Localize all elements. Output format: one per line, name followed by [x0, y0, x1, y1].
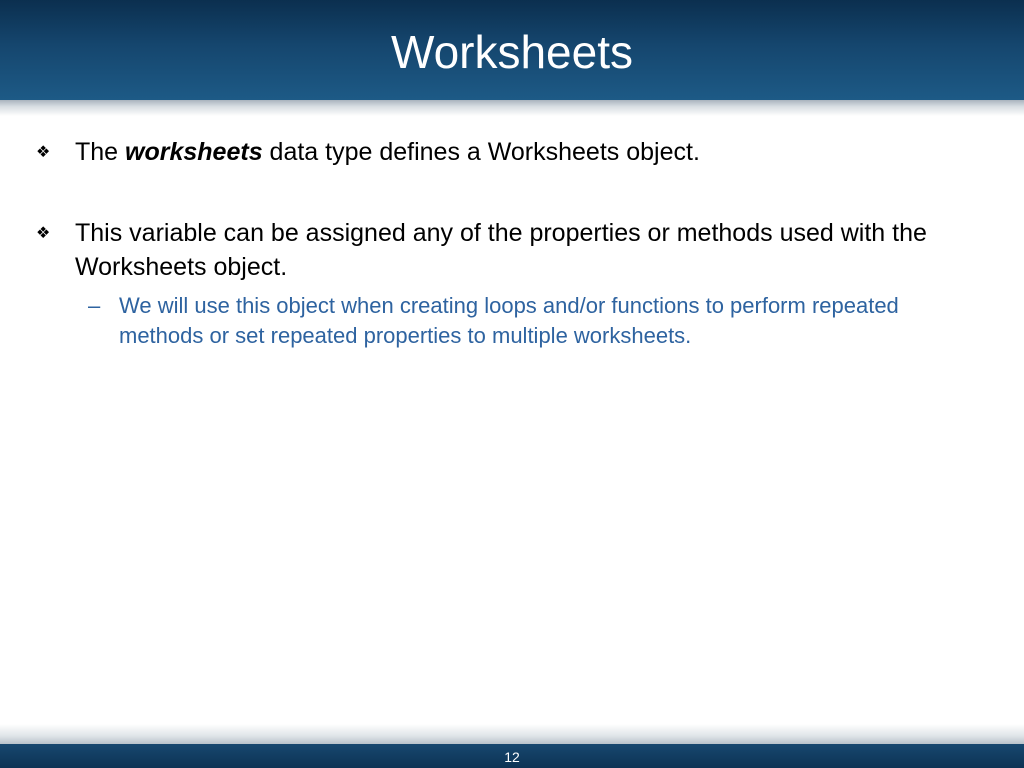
diamond-bullet-icon: ❖ [36, 144, 51, 161]
bullet-text-1-emphasis: worksheets [125, 138, 263, 166]
footer-shadow [0, 724, 1024, 744]
bullet-text-1-after: data type defines a Worksheets object. [262, 138, 700, 166]
bullet-text-1-before: The [75, 138, 126, 166]
slide-number: 12 [504, 749, 520, 765]
sub-bullet-text-1: We will use this object when creating loops and/or functions to perform repeated methods or set repeated properties to multiple worksheets. [119, 293, 899, 348]
title-bar-shadow [0, 100, 1024, 116]
diamond-bullet-icon: ❖ [36, 225, 51, 242]
slide-title: Worksheets [390, 26, 634, 78]
bullet-text-1 [75, 135, 1005, 169]
bullet-text-2: This variable can be assigned any of the properties or methods used with the Worksheets object. [75, 219, 927, 281]
dash-bullet-icon: – [88, 293, 101, 318]
